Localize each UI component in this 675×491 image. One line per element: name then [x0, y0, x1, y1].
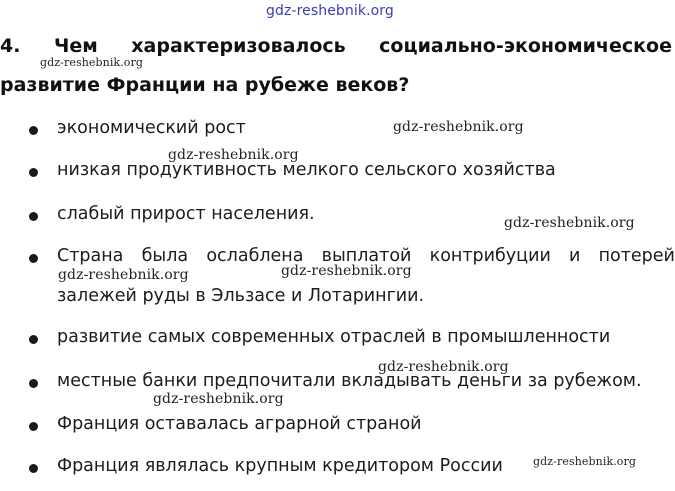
item-text: Франция оставалась аграрной страной — [57, 414, 422, 434]
word: выплатой — [321, 246, 412, 266]
item-text: экономический рост — [57, 118, 246, 138]
watermark-top: gdz-reshebnik.org — [266, 3, 394, 19]
heading-word: Чем — [53, 35, 98, 57]
question-number: 4. — [0, 35, 21, 57]
bullet — [29, 335, 38, 344]
bullet — [29, 168, 38, 177]
watermark: gdz-reshebnik.org — [533, 455, 637, 468]
item-text: слабый прирост населения. — [57, 204, 315, 224]
bullet — [29, 379, 38, 388]
bullet — [29, 212, 38, 221]
word: ослаблена — [206, 246, 304, 266]
bullet — [29, 254, 38, 263]
watermark: gdz-reshebnik.org — [153, 391, 284, 407]
question-heading-line2: развитие Франции на рубеже веков? — [0, 74, 410, 96]
item-text: развитие самых современных отраслей в промышленности — [57, 327, 611, 347]
item-text-line2: залежей руды в Эльзасе и Лотарингии. — [57, 286, 425, 306]
question-heading-line1 — [0, 35, 672, 57]
watermark: gdz-reshebnik.org — [393, 119, 524, 135]
heading-word: характеризовалось — [131, 35, 346, 57]
word: Страна — [57, 246, 124, 266]
watermark: gdz-reshebnik.org — [281, 263, 412, 279]
word: была — [141, 246, 189, 266]
watermark: gdz-reshebnik.org — [168, 147, 299, 163]
bullet — [29, 422, 38, 431]
item-text: Франция являлась крупным кредитором России — [57, 456, 503, 476]
watermark: gdz-reshebnik.org — [378, 359, 509, 375]
word: потерей — [598, 246, 675, 266]
bullet — [29, 126, 38, 135]
watermark: gdz-reshebnik.org — [504, 215, 635, 231]
watermark: gdz-reshebnik.org — [58, 267, 189, 283]
word: и — [569, 246, 581, 266]
heading-word: социально-экономическое — [379, 35, 672, 57]
item-text: низкая продуктивность мелкого сельского хозяйства — [57, 160, 556, 180]
word: контрибуции — [429, 246, 551, 266]
watermark-header-small: gdz-reshebnik.org — [40, 56, 144, 69]
bullet — [29, 464, 38, 473]
item-text: местные банки предпочитали вкладывать деньги за рубежом. — [57, 371, 642, 391]
